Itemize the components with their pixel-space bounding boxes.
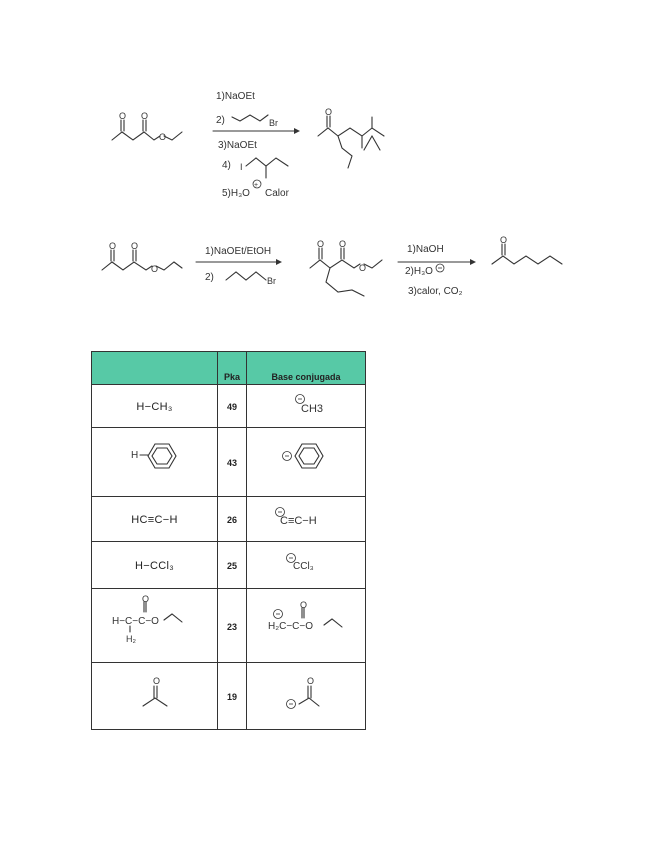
svg-text:O: O bbox=[500, 235, 508, 245]
svg-text:O: O bbox=[307, 675, 315, 686]
trichloromethyl-anion bbox=[271, 550, 341, 576]
svg-text:+: + bbox=[254, 182, 259, 189]
step2b-1-label: 1)NaOH bbox=[407, 244, 444, 255]
step-4-label: 4) bbox=[222, 160, 231, 171]
table-row bbox=[92, 663, 366, 730]
base-cell bbox=[247, 497, 366, 542]
step-5-label: 5)H₃O bbox=[222, 188, 250, 199]
table-header-row bbox=[92, 352, 366, 385]
pka-cell: 23 bbox=[218, 589, 247, 663]
svg-text:Calor: Calor bbox=[265, 188, 289, 199]
header-pka: Pka bbox=[218, 352, 247, 385]
reaction-1 bbox=[0, 0, 655, 210]
reactant-ethyl-acetoacetate bbox=[112, 111, 182, 142]
svg-text:O: O bbox=[141, 111, 149, 121]
pka-cell: 26 bbox=[218, 497, 247, 542]
pka-cell: 43 bbox=[218, 428, 247, 497]
acetylide-anion bbox=[266, 505, 346, 529]
ethyl-acetate-acid bbox=[100, 594, 210, 648]
svg-text:CH3: CH3 bbox=[301, 402, 324, 415]
step2a-2-label: 2) bbox=[205, 272, 214, 283]
acid-cell bbox=[92, 428, 218, 497]
svg-text:O: O bbox=[159, 132, 167, 142]
acid-cell bbox=[92, 589, 218, 663]
pka-cell: 19 bbox=[218, 663, 247, 730]
svg-text:O: O bbox=[299, 600, 307, 610]
header-acid bbox=[92, 352, 218, 385]
step-2-label: 2) bbox=[216, 115, 225, 126]
header-base: Base conjugada bbox=[247, 352, 366, 385]
svg-text:O: O bbox=[339, 239, 347, 249]
ester-enolate bbox=[254, 598, 359, 648]
product-2-hexanone bbox=[492, 235, 562, 264]
phenyl-anion bbox=[271, 440, 341, 480]
table-row bbox=[92, 428, 366, 497]
acid-cell: H−CCl₃ bbox=[92, 542, 218, 589]
acetone-acid bbox=[125, 672, 185, 716]
table-row bbox=[92, 497, 366, 542]
intermediate-alkylated bbox=[310, 239, 382, 296]
svg-text:H₂: H₂ bbox=[125, 634, 136, 644]
base-cell bbox=[247, 428, 366, 497]
svg-text:I: I bbox=[240, 162, 243, 172]
svg-text:H−C−C−O: H−C−C−O bbox=[111, 616, 159, 627]
base-cell bbox=[247, 385, 366, 428]
svg-text:O: O bbox=[131, 241, 139, 251]
base-cell bbox=[247, 589, 366, 663]
svg-text:O: O bbox=[109, 241, 117, 251]
pka-cell: 49 bbox=[218, 385, 247, 428]
svg-text:O: O bbox=[317, 239, 325, 249]
step2a-1-label: 1)NaOEt/EtOH bbox=[205, 246, 272, 257]
acid-cell: HC≡C−H bbox=[92, 497, 218, 542]
svg-text:Br: Br bbox=[267, 276, 276, 286]
reactant-ethyl-acetoacetate-2 bbox=[102, 241, 182, 274]
acid-cell bbox=[92, 663, 218, 730]
step-1-label: 1)NaOEt bbox=[216, 91, 255, 102]
product-1 bbox=[318, 107, 384, 168]
svg-text:O: O bbox=[152, 675, 160, 686]
step2b-2-label: 2)H₃O bbox=[405, 266, 433, 277]
svg-text:O: O bbox=[151, 264, 159, 274]
table-row bbox=[92, 589, 366, 663]
base-cell bbox=[247, 542, 366, 589]
table-row bbox=[92, 542, 366, 589]
svg-text:H₂C−C−O: H₂C−C−O bbox=[267, 621, 313, 632]
benzene-acid bbox=[115, 440, 195, 480]
svg-text:O: O bbox=[325, 107, 333, 117]
svg-text:O: O bbox=[119, 111, 127, 121]
svg-text:C≡C−H: C≡C−H bbox=[280, 514, 317, 527]
table-row bbox=[92, 385, 366, 428]
carbanion-methyl bbox=[276, 392, 336, 416]
svg-text:CCl₃: CCl₃ bbox=[293, 560, 314, 572]
svg-text:Br: Br bbox=[269, 118, 278, 128]
step2b-3-label: 3)calor, CO₂ bbox=[408, 286, 463, 297]
svg-text:H: H bbox=[130, 449, 138, 461]
reaction-2 bbox=[0, 220, 655, 310]
acetone-enolate bbox=[271, 672, 341, 716]
svg-text:O: O bbox=[359, 263, 367, 273]
acid-cell: H−CH₃ bbox=[92, 385, 218, 428]
pka-cell: 25 bbox=[218, 542, 247, 589]
base-cell bbox=[247, 663, 366, 730]
pka-table bbox=[91, 351, 366, 730]
step-3-label: 3)NaOEt bbox=[218, 140, 257, 151]
svg-text:O: O bbox=[141, 594, 149, 604]
